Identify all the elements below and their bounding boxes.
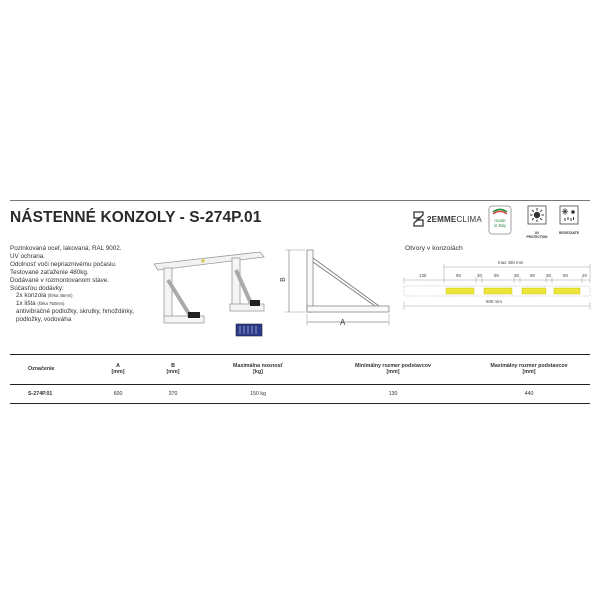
snowflake-sun-icon (559, 205, 579, 227)
desc-line: Testované zaťaženie 480kg. (10, 268, 89, 276)
brand-mark-icon (412, 211, 425, 227)
dimension-b-label: B (279, 277, 287, 282)
dimension-a-label: A (340, 318, 346, 327)
brand-logo (412, 208, 482, 230)
cell-min: 130 (388, 391, 398, 397)
desc-item: 2x konzola (šírka 45mm) (16, 292, 73, 300)
cell-max: 440 (524, 391, 534, 397)
segment-label: 130 (419, 273, 427, 278)
page-title: NÁSTENNÉ KONZOLY - S-274P.01 (10, 209, 262, 226)
desc-line: Dodávané v rozmontovanom stave. (10, 276, 110, 284)
spec-table (10, 354, 590, 404)
segment-label: 30 (514, 273, 519, 278)
badge-protection-label: PROTECTION (526, 234, 548, 239)
table-row (10, 385, 590, 404)
brand-name: 2EMMECLIMA (427, 214, 482, 224)
segment-label: 30 (546, 273, 551, 278)
segment-label: 90 (563, 273, 568, 278)
segment-label: 30 (477, 273, 482, 278)
product-description (10, 245, 150, 324)
desc-line: UV ochrana. (10, 252, 46, 260)
col-header-a: A [mm] (111, 363, 125, 375)
bracket-drawing (275, 244, 400, 336)
desc-line: Pozinkovaná oceľ, lakovaná, RAL 9002. (10, 245, 122, 252)
table-header-row (10, 355, 590, 385)
badge-resistant-label: RESISTANTE (559, 231, 579, 235)
badge-made-in-italy (487, 205, 513, 240)
desc-item: 1x lišta (šírka 750mm) (16, 300, 65, 308)
segment-label: 90 (530, 273, 535, 278)
holes-diagram (400, 258, 596, 314)
badge-made-text: made (494, 218, 506, 223)
col-header-load: Maximálna nosnosť [kg] (233, 363, 283, 375)
segment-label: 20 (582, 273, 587, 278)
made-in-italy-icon (488, 205, 512, 235)
col-header-max: Maximálny rozmer podstavcov [mm] (490, 363, 568, 375)
col-header-code: Označenie (28, 366, 55, 372)
desc-line: Odolnosť voči nepriaznivému počasiu. (10, 260, 117, 268)
max-450-label: max 450 mm (498, 260, 524, 265)
col-header-min: Minimálny rozmer podstavcov [mm] (355, 363, 431, 375)
top-rule (10, 200, 590, 201)
product-photo (148, 250, 270, 346)
desc-line: Súčasťou dodávky: (10, 284, 64, 292)
cell-a: 600 (113, 391, 123, 397)
segment-label: 90 (456, 273, 461, 278)
uv-protection-icon (527, 205, 547, 227)
cell-code: S-274P.01 (28, 391, 53, 397)
holes-title: Otvory v konzolách (405, 245, 463, 252)
badge-uv-label: UV (534, 231, 540, 235)
desc-item: antivibračné podložky, skrutky, hmoždinky, (16, 308, 134, 316)
badge-resistant (556, 205, 582, 236)
cell-load: 150 kg (250, 391, 266, 397)
segment-label: 90 (494, 273, 499, 278)
desc-item: podložky, vodováha (16, 316, 72, 324)
badge-italy-text: in Italy (493, 223, 507, 228)
badge-uv-protection (526, 205, 548, 239)
cell-b: 370 (168, 391, 178, 397)
total-600-label: 600 mm (486, 299, 502, 304)
col-header-b: B [mm] (166, 363, 180, 375)
